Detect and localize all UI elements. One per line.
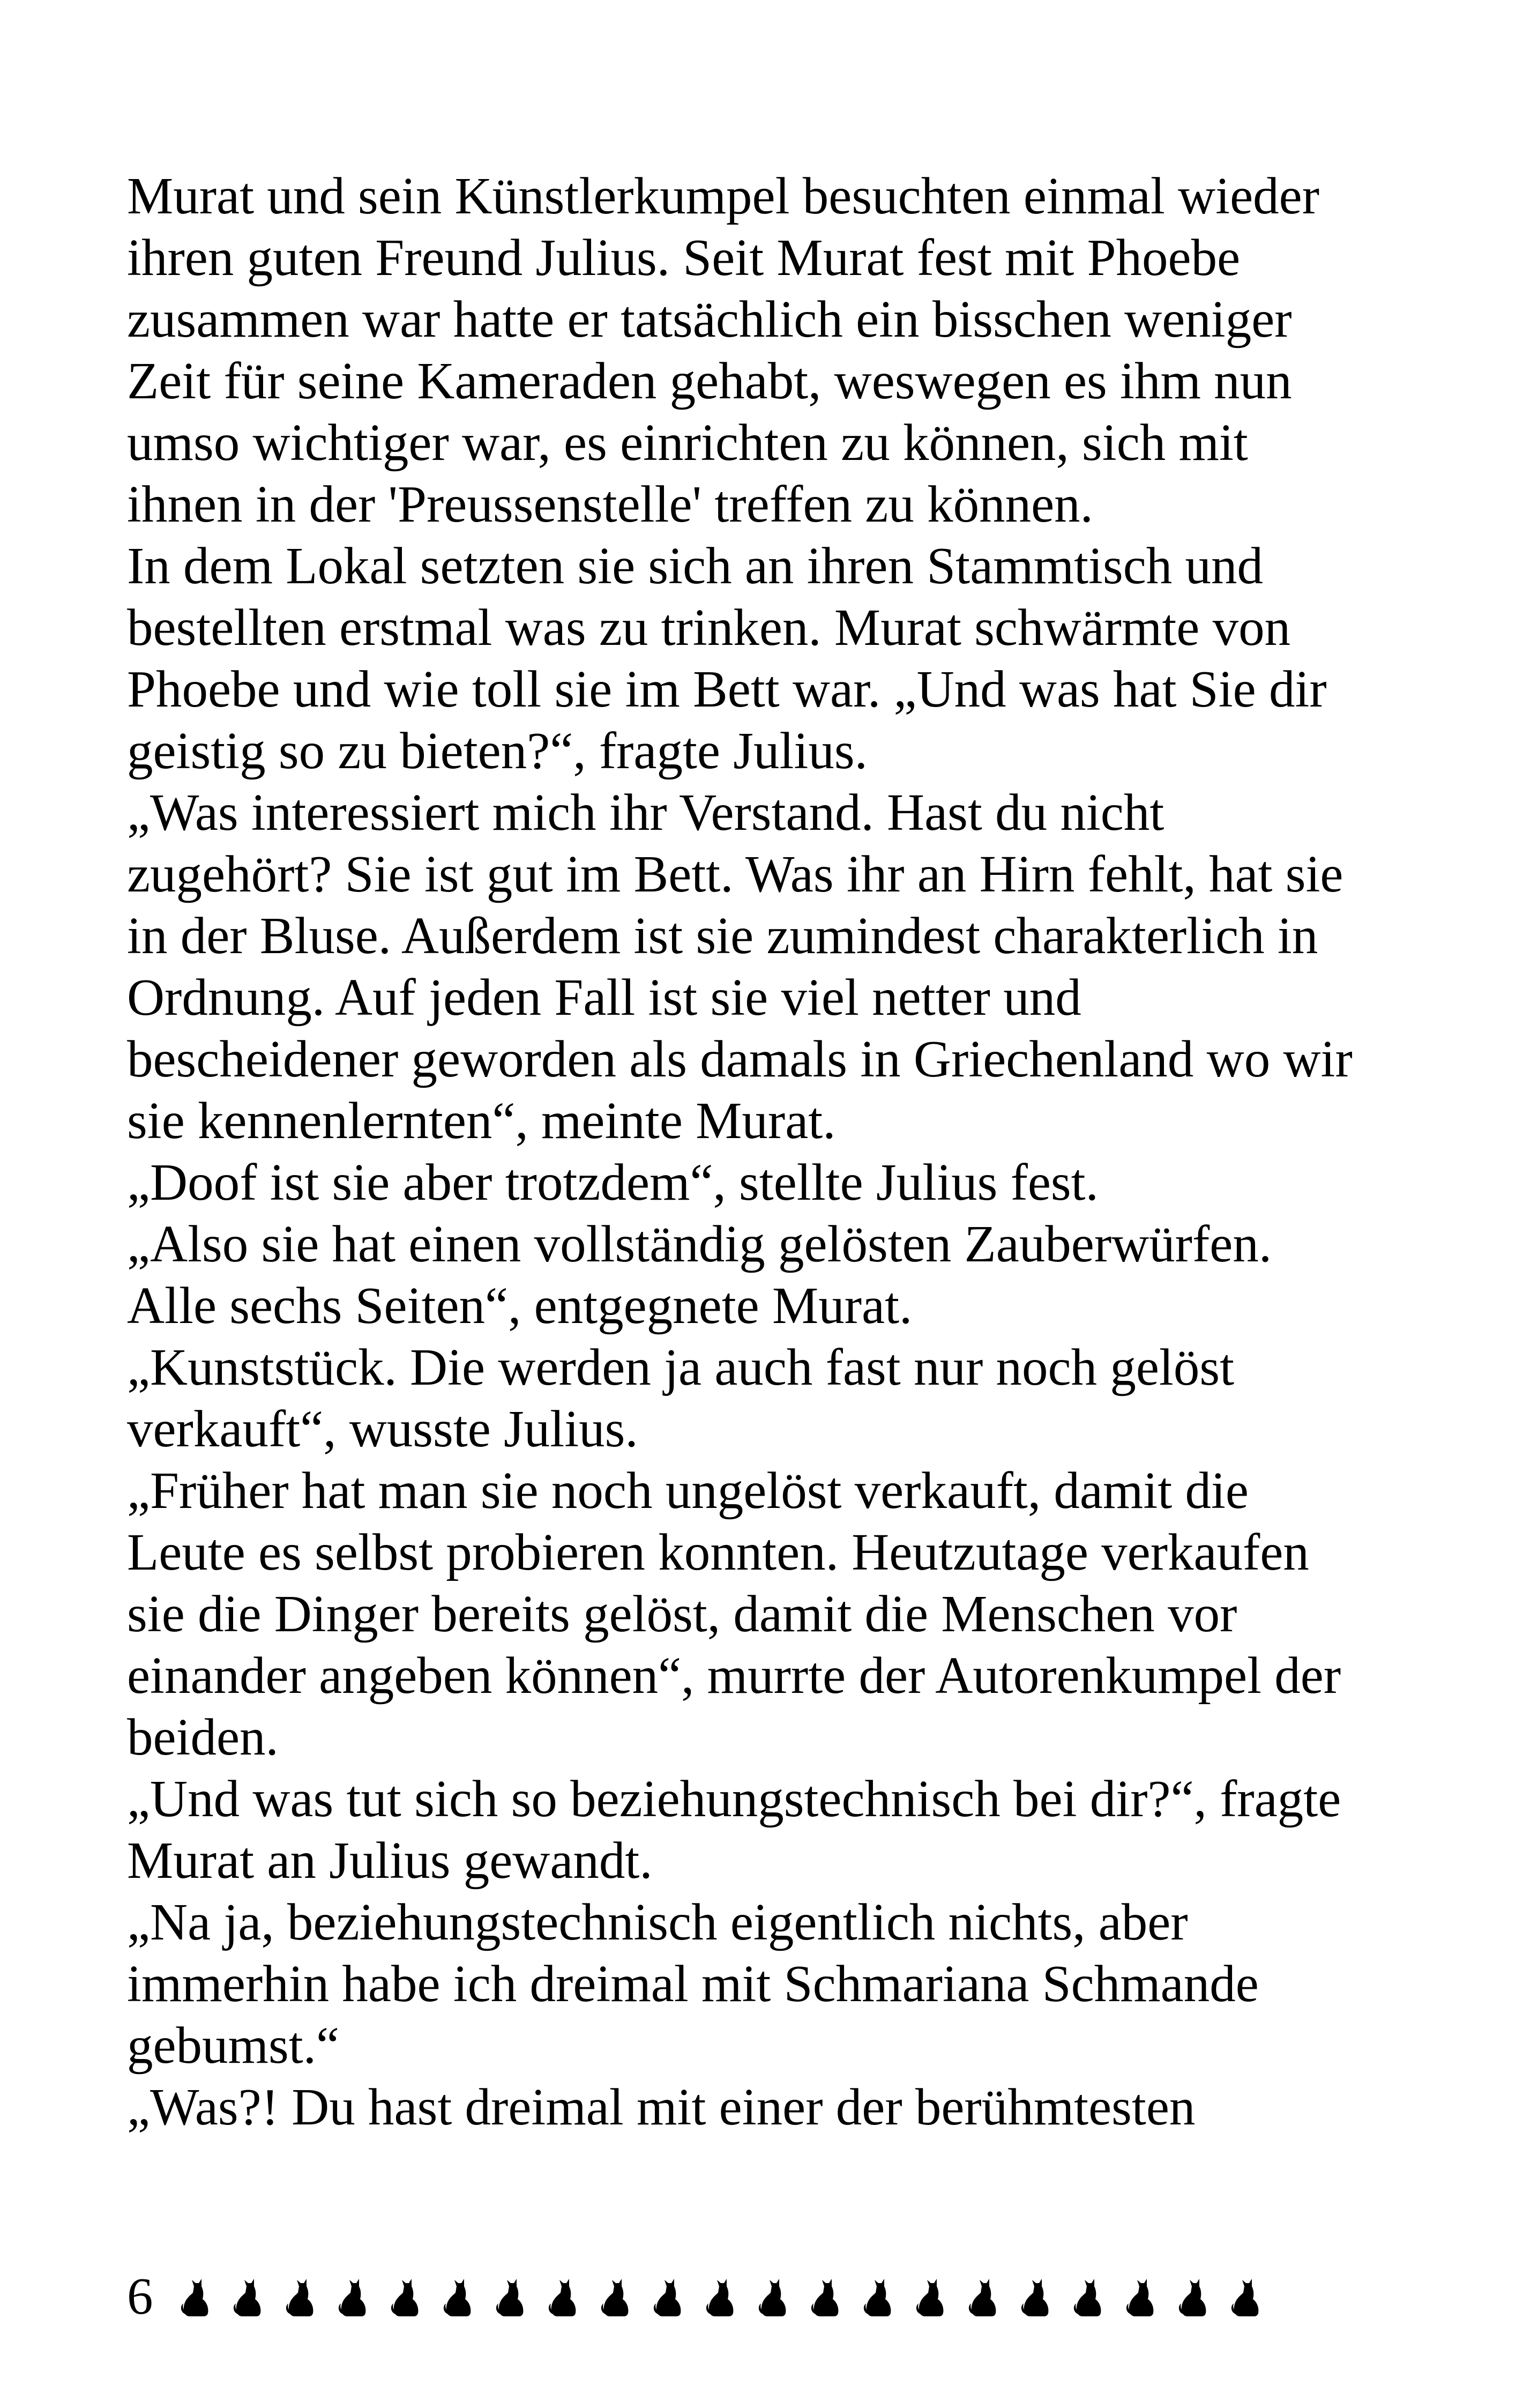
text-line: umso wichtiger war, es einrichten zu können, sich mit — [127, 414, 1248, 471]
text-line: Leute es selbst probieren konnten. Heutzutage verkaufen — [127, 1523, 1309, 1581]
text-line: sie die Dinger bereits gelöst, damit die Menschen vor — [127, 1585, 1237, 1643]
text-line: immerhin habe ich dreimal mit Schmariana Schmande — [127, 1955, 1259, 2012]
text-line: geistig so zu bieten?“, fragte Julius. — [127, 722, 868, 779]
text-line: Murat an Julius gewandt. — [127, 1832, 653, 1889]
cat-silhouette-icon — [652, 2275, 689, 2317]
cat-silhouette-icon — [232, 2275, 269, 2317]
text-line: Ordnung. Auf jeden Fall ist sie viel netter und — [127, 969, 1081, 1026]
text-line: „Also sie hat einen vollständig gelösten Zauberwürfen. — [127, 1215, 1272, 1273]
cat-silhouette-icon — [1072, 2275, 1109, 2317]
cat-silhouette-icon — [337, 2275, 374, 2317]
text-line: „Und was tut sich so beziehungstechnisch bei dir?“, fragte — [127, 1770, 1341, 1827]
cat-silhouette-icon — [284, 2275, 322, 2317]
cat-silhouette-icon — [389, 2275, 427, 2317]
cat-silhouette-icon — [494, 2275, 532, 2317]
cat-silhouette-icon — [1019, 2275, 1057, 2317]
cat-silhouette-icon — [547, 2275, 584, 2317]
text-line: bestellten erstmal was zu trinken. Murat schwärmte von — [127, 599, 1291, 656]
cat-silhouette-icon — [967, 2275, 1004, 2317]
text-line: beiden. — [127, 1708, 279, 1766]
cat-ornament-row — [179, 2275, 1282, 2317]
text-line: ihren guten Freund Julius. Seit Murat fest mit Phoebe — [127, 229, 1241, 286]
text-line: „Doof ist sie aber trotzdem“, stellte Julius fest. — [127, 1154, 1099, 1211]
text-line: sie kennenlernten“, meinte Murat. — [127, 1092, 836, 1149]
cat-silhouette-icon — [704, 2275, 742, 2317]
text-line: „Was interessiert mich ihr Verstand. Hast du nicht — [127, 784, 1164, 841]
body-text — [127, 165, 1435, 2138]
text-line: Zeit für seine Kameraden gehabt, weswegen es ihm nun — [127, 352, 1292, 410]
cat-silhouette-icon — [442, 2275, 479, 2317]
cat-silhouette-icon — [1229, 2275, 1267, 2317]
text-line: verkauft“, wusste Julius. — [127, 1400, 638, 1458]
cat-silhouette-icon — [757, 2275, 794, 2317]
text-line: einander angeben können“, murrte der Autorenkumpel der — [127, 1647, 1341, 1704]
cat-silhouette-icon — [179, 2275, 216, 2317]
text-line: „Kunststück. Die werden ja auch fast nur noch gelöst — [127, 1339, 1235, 1396]
text-line: zugehört? Sie ist gut im Bett. Was ihr an Hirn fehlt, hat sie — [127, 845, 1343, 903]
cat-silhouette-icon — [1124, 2275, 1162, 2317]
page-number: 6 — [127, 2267, 153, 2325]
text-line: in der Bluse. Außerdem ist sie zumindest charakterlich in — [127, 907, 1318, 964]
text-line: gebumst.“ — [127, 2017, 340, 2074]
text-line: „Früher hat man sie noch ungelöst verkauft, damit die — [127, 1462, 1249, 1519]
cat-silhouette-icon — [809, 2275, 847, 2317]
text-line: Alle sechs Seiten“, entgegnete Murat. — [127, 1277, 913, 1334]
page-footer — [127, 2266, 1282, 2325]
text-line: ihnen in der 'Preussenstelle' treffen zu können. — [127, 475, 1093, 533]
text-line: „Was?! Du hast dreimal mit einer der berühmtesten — [127, 2078, 1196, 2136]
cat-silhouette-icon — [862, 2275, 899, 2317]
cat-silhouette-icon — [599, 2275, 637, 2317]
text-line: In dem Lokal setzten sie sich an ihren Stammtisch und — [127, 537, 1264, 594]
text-line: bescheidener geworden als damals in Griechenland wo wir — [127, 1030, 1353, 1088]
cat-silhouette-icon — [914, 2275, 952, 2317]
text-line: „Na ja, beziehungstechnisch eigentlich nichts, aber — [127, 1893, 1188, 1951]
cat-silhouette-icon — [1177, 2275, 1214, 2317]
text-line: Murat und sein Künstlerkumpel besuchten einmal wieder — [127, 167, 1320, 225]
text-line: Phoebe und wie toll sie im Bett war. „Und was hat Sie dir — [127, 660, 1327, 718]
text-line: zusammen war hatte er tatsächlich ein bisschen weniger — [127, 291, 1292, 348]
